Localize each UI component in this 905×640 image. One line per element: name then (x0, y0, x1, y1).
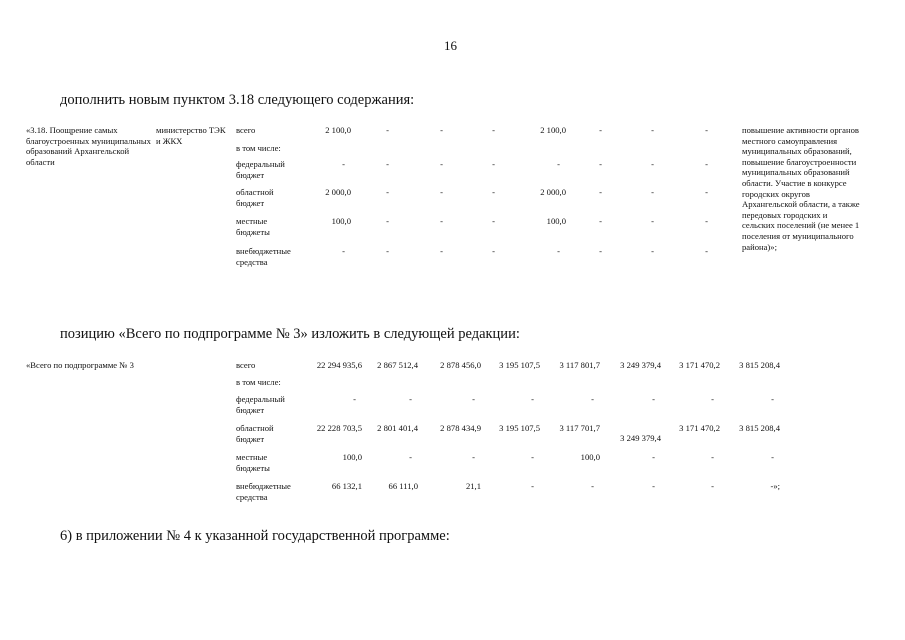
value-cell: 3 117 701,7 (559, 423, 600, 433)
value-cell: - (557, 246, 560, 256)
value-cell: - (651, 125, 654, 135)
value-cell: - (440, 216, 443, 226)
value-cell: - (386, 159, 389, 169)
value-cell: - (599, 187, 602, 197)
value-cell: - (711, 481, 714, 491)
row-label: всего (236, 125, 256, 135)
value-cell: - (440, 187, 443, 197)
value-cell: - (342, 246, 345, 256)
value-cell: 2 000,0 (540, 187, 566, 197)
value-cell: 22 228 703,5 (316, 423, 362, 433)
value-cell: - (705, 159, 708, 169)
value-cell: - (440, 125, 443, 135)
value-cell: - (440, 246, 443, 256)
row-label: местные бюджеты (236, 216, 270, 237)
value-cell: - (651, 246, 654, 256)
value-cell: 3 815 208,4 (739, 423, 780, 433)
value-cell: -»; (770, 481, 780, 491)
value-cell: 100,0 (580, 452, 600, 462)
value-cell: - (440, 159, 443, 169)
value-cell: 100,0 (546, 216, 566, 226)
row-label: в том числе: (236, 377, 281, 387)
value-cell: 3 117 801,7 (559, 360, 600, 370)
value-cell: - (705, 125, 708, 135)
value-cell: - (771, 452, 774, 462)
paragraph-total-position: позицию «Всего по подпрограмме № 3» изложить в следующей редакции: (60, 326, 520, 342)
value-cell: 100,0 (342, 452, 362, 462)
value-cell: - (591, 394, 594, 404)
row-label: федеральный бюджет (236, 394, 285, 415)
value-cell: 2 100,0 (540, 125, 566, 135)
value-cell: 3 249 379,4 (620, 433, 661, 443)
value-cell: - (409, 394, 412, 404)
value-cell: 2 878 434,9 (440, 423, 481, 433)
paragraph-add-item: дополнить новым пунктом 3.18 следующего содержания: (60, 92, 415, 108)
value-cell: - (386, 187, 389, 197)
value-cell: 3 171 470,2 (679, 423, 720, 433)
value-cell: - (711, 394, 714, 404)
value-cell: - (652, 394, 655, 404)
value-cell: - (599, 216, 602, 226)
value-cell: 2 878 456,0 (440, 360, 481, 370)
value-cell: - (492, 216, 495, 226)
paragraph-appendix-4: 6) в приложении № 4 к указанной государственной программе: (60, 528, 450, 544)
item-name-cell: «3.18. Поощрение самых благоустроенных муниципальных образований Архангельской области (26, 125, 151, 167)
value-cell: 2 000,0 (325, 187, 351, 197)
value-cell: - (492, 187, 495, 197)
value-cell: - (492, 125, 495, 135)
value-cell: 3 815 208,4 (739, 360, 780, 370)
value-cell: - (492, 159, 495, 169)
value-cell: - (492, 246, 495, 256)
value-cell: - (386, 246, 389, 256)
value-cell: - (342, 159, 345, 169)
page-number: 16 (444, 38, 457, 53)
value-cell: - (531, 481, 534, 491)
value-cell: - (599, 159, 602, 169)
value-cell: - (557, 159, 560, 169)
value-cell: - (651, 216, 654, 226)
value-cell: 22 294 935,6 (316, 360, 362, 370)
value-cell: 3 171 470,2 (679, 360, 720, 370)
row-label: областной бюджет (236, 187, 274, 208)
value-cell: - (386, 125, 389, 135)
executor-cell: министерство ТЭК и ЖКХ (156, 125, 226, 146)
value-cell: - (531, 452, 534, 462)
row-label: внебюджетные средства (236, 481, 291, 502)
value-cell: 66 111,0 (388, 481, 418, 491)
value-cell: - (652, 452, 655, 462)
value-cell: 100,0 (331, 216, 351, 226)
value-cell: - (531, 394, 534, 404)
value-cell: 3 195 107,5 (499, 360, 540, 370)
value-cell: - (651, 187, 654, 197)
value-cell: - (652, 481, 655, 491)
value-cell: 3 249 379,4 (620, 360, 661, 370)
value-cell: 21,1 (465, 481, 481, 491)
row-label: всего (236, 360, 256, 370)
value-cell: 2 867 512,4 (377, 360, 418, 370)
value-cell: - (705, 246, 708, 256)
row-label: внебюджетные средства (236, 246, 291, 267)
row-label: в том числе: (236, 143, 281, 153)
value-cell: - (386, 216, 389, 226)
row-label: местные бюджеты (236, 452, 270, 473)
value-cell: 66 132,1 (331, 481, 362, 491)
value-cell: - (409, 452, 412, 462)
row-label: федеральный бюджет (236, 159, 285, 180)
value-cell: - (591, 481, 594, 491)
value-cell: - (711, 452, 714, 462)
value-cell: 2 801 401,4 (377, 423, 418, 433)
value-cell: - (705, 216, 708, 226)
value-cell: - (599, 125, 602, 135)
value-cell: - (472, 452, 475, 462)
value-cell: - (353, 394, 356, 404)
value-cell: - (771, 394, 774, 404)
result-cell: повышение активности органов местного самоуправления муниципальных образований, повышение благоустроенности муниципальных образований области. Участие в конкурсе городских округов Архангельской области, а также передовых городских и сельских поселений (не менее 1 поселения от муниципального района)»; (742, 125, 860, 252)
value-cell: - (472, 394, 475, 404)
item-name-cell: «Всего по подпрограмме № 3 (26, 360, 134, 370)
value-cell: - (651, 159, 654, 169)
value-cell: - (599, 246, 602, 256)
value-cell: 3 195 107,5 (499, 423, 540, 433)
value-cell: - (705, 187, 708, 197)
row-label: областной бюджет (236, 423, 274, 444)
value-cell: 2 100,0 (325, 125, 351, 135)
